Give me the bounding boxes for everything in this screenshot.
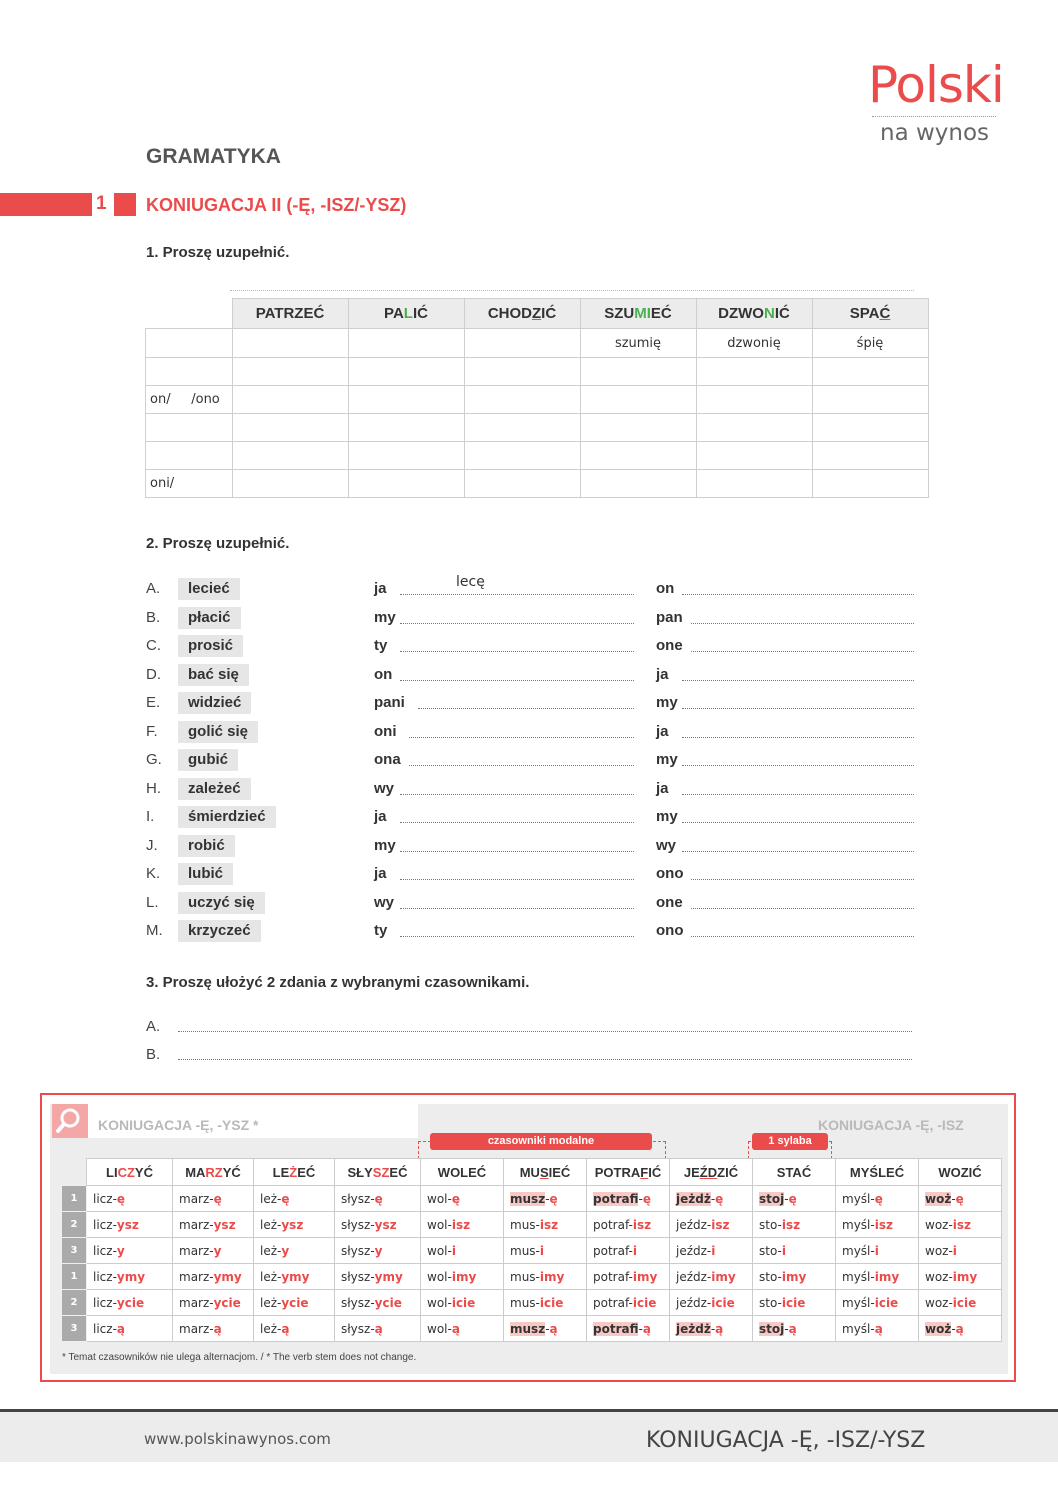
exercise-row <box>146 778 926 800</box>
row-letter: B. <box>146 609 161 626</box>
answer-cell[interactable]: śpię <box>812 329 928 358</box>
answer-line-1[interactable] <box>400 680 634 681</box>
answer-cell[interactable] <box>580 386 696 414</box>
answer-cell[interactable] <box>348 386 464 414</box>
pronoun-1: ty <box>374 922 388 939</box>
pronoun-2: ono <box>656 865 684 882</box>
verb-chip: bać się <box>178 664 249 686</box>
grammar-heading-left: KONIUGACJA -Ę, -YSZ * <box>98 1117 259 1133</box>
answer-cell[interactable] <box>232 414 348 442</box>
section-bar-block <box>114 193 136 216</box>
answer-cell[interactable] <box>696 442 812 470</box>
verb-chip: golić się <box>178 721 258 743</box>
col-header: DZWONIĆ <box>696 299 812 329</box>
exercise-row <box>146 806 926 828</box>
logo-subtitle: na wynos <box>880 120 990 146</box>
row-letter: F. <box>146 723 158 740</box>
col-header: SZUMIEĆ <box>580 299 696 329</box>
verb-header: POTRAFIĆ <box>587 1159 670 1186</box>
verb-header: WOZIĆ <box>919 1159 1002 1186</box>
answer-cell[interactable] <box>464 329 580 358</box>
verb-chip: prosić <box>178 635 243 657</box>
answer-line-1[interactable] <box>418 708 634 709</box>
row-letter: C. <box>146 637 161 654</box>
answer-cell[interactable] <box>696 470 812 498</box>
row-label <box>146 329 233 358</box>
pronoun-1: on <box>374 666 393 683</box>
answer-line-1[interactable] <box>400 851 634 852</box>
answer-cell[interactable] <box>464 442 580 470</box>
handwritten-answer[interactable]: lecę <box>456 574 485 590</box>
pronoun-2: one <box>656 637 683 654</box>
verb-chip: zależeć <box>178 778 251 800</box>
answer-cell[interactable] <box>812 442 928 470</box>
answer-line-2[interactable] <box>682 822 914 823</box>
pronoun-1: wy <box>374 780 395 797</box>
col-header: CHODZIĆ <box>464 299 580 329</box>
row-letter: M. <box>146 922 163 939</box>
row-label <box>146 442 233 470</box>
verb-header: LICZYĆ <box>87 1159 173 1186</box>
exercise-row <box>146 863 926 885</box>
row-letter: L. <box>146 894 159 911</box>
row-letter: J. <box>146 837 158 854</box>
answer-cell[interactable] <box>812 386 928 414</box>
answer-cell[interactable] <box>464 386 580 414</box>
pronoun-1: oni <box>374 723 397 740</box>
pronoun-1: ja <box>374 808 387 825</box>
answer-line-2[interactable] <box>682 737 914 738</box>
exercise-row <box>146 721 926 743</box>
verb-chip: krzyczeć <box>178 920 261 942</box>
pronoun-2: ono <box>656 922 684 939</box>
verb-chip: płacić <box>178 607 241 629</box>
answer-cell[interactable] <box>464 358 580 386</box>
answer-cell[interactable] <box>696 386 812 414</box>
exercise1-title: 1. Proszę uzupełnić. <box>146 244 290 261</box>
answer-cell[interactable] <box>348 414 464 442</box>
grammar-table: LICZYĆ MARZYĆ LEŻEĆ SŁYSZEĆ WOLEĆ MUSIEĆ POTRAFIĆ JEŹDZIĆ STAĆ MYŚLEĆ WOZIĆ 1 licz-ę marz-ę leż-ę słysz-ę wol-ę musz-ę potrafi-ę jeżdż-ę stoj-ę myśl-ę woż-ę 2 licz-ysz marz-ysz leż-ysz słysz-ysz wol-isz mus-isz potraf-isz jeźdz-isz sto-isz myśl-isz woz-isz 3 licz-y marz-y leż-y słysz-y wol-i mus-i potraf-i jeźdz-i sto-i myśl-i woz-i 1 licz-ymy marz-ymy leż-ymy słysz-ymy wol-imy mus-imy potraf-imy jeźdz-imy sto-imy myśl-imy woz-imy 2 licz-ycie marz-ycie leż-ycie słysz-ycie wol-icie mus-icie potraf-icie jeźdz-icie sto-icie myśl-icie woz-icie 3 licz-ą marz-ą leż-ą słysz-ą wol-ą musz-ą potrafi-ą jeżdż-ą stoj-ą myśl-ą woż-ą <box>61 1158 1002 1342</box>
answer-cell[interactable] <box>696 414 812 442</box>
answer-cell[interactable] <box>232 386 348 414</box>
pronoun-2: one <box>656 894 683 911</box>
answer-line-1[interactable] <box>400 908 634 909</box>
col-header: PALIĆ <box>348 299 464 329</box>
answer-cell[interactable] <box>232 442 348 470</box>
row-label: oni/ <box>146 470 233 498</box>
verb-chip: lecieć <box>178 578 240 600</box>
sentence-line[interactable] <box>178 1059 912 1060</box>
answer-line-2[interactable] <box>691 651 914 652</box>
verb-header: MYŚLEĆ <box>836 1159 919 1186</box>
logo-divider <box>872 116 996 117</box>
table-top-dotline <box>230 290 914 291</box>
answer-cell[interactable] <box>812 358 928 386</box>
answer-cell[interactable]: dzwonię <box>696 329 812 358</box>
pronoun-2: ja <box>656 666 669 683</box>
pronoun-1: ona <box>374 751 401 768</box>
answer-line-1[interactable] <box>400 794 634 795</box>
section-title: KONIUGACJA II (-Ę, -ISZ/-YSZ) <box>146 195 407 215</box>
verb-chip: uczyć się <box>178 892 265 914</box>
magnifier-icon <box>52 1104 88 1138</box>
exercise3-title: 3. Proszę ułożyć 2 zdania z wybranymi czasownikami. <box>146 974 530 991</box>
section-bar <box>0 193 92 216</box>
exercise-row <box>146 664 926 686</box>
verb-chip: robić <box>178 835 235 857</box>
answer-line-1[interactable] <box>400 594 634 595</box>
verb-header: STAĆ <box>753 1159 836 1186</box>
answer-cell[interactable] <box>580 470 696 498</box>
pronoun-1: ja <box>374 580 387 597</box>
exercise-row <box>146 607 926 629</box>
answer-line-1[interactable] <box>409 737 634 738</box>
exercise-row <box>146 578 926 600</box>
row-letter: A. <box>146 580 161 597</box>
pronoun-1: my <box>374 837 396 854</box>
answer-line-1[interactable] <box>400 822 634 823</box>
grammar-heading-right: KONIUGACJA -Ę, -ISZ <box>818 1117 964 1133</box>
answer-cell[interactable] <box>348 470 464 498</box>
sentence-line[interactable] <box>178 1031 912 1032</box>
pronoun-2: my <box>656 751 678 768</box>
answer-line-1[interactable] <box>400 936 634 937</box>
pronoun-2: ja <box>656 723 669 740</box>
answer-cell[interactable] <box>348 329 464 358</box>
answer-cell[interactable] <box>580 358 696 386</box>
footer-url[interactable]: www.polskinawynos.com <box>144 1430 331 1448</box>
answer-line-2[interactable] <box>682 851 914 852</box>
answer-line-2[interactable] <box>682 765 914 766</box>
pronoun-2: pan <box>656 609 683 626</box>
col-header: PATRZEĆ <box>232 299 348 329</box>
row-letter: G. <box>146 751 162 768</box>
section-number: 1 <box>96 193 107 214</box>
conjugation-table <box>145 298 929 498</box>
pronoun-1: ja <box>374 865 387 882</box>
verb-chip: widzieć <box>178 692 251 714</box>
pronoun-2: my <box>656 808 678 825</box>
pronoun-1: ty <box>374 637 388 654</box>
answer-cell[interactable] <box>348 358 464 386</box>
row-letter: H. <box>146 780 161 797</box>
exercise-row <box>146 635 926 657</box>
row-letter: I. <box>146 808 155 825</box>
page-title: GRAMATYKA <box>146 145 281 168</box>
row-letter: K. <box>146 865 161 882</box>
sentence-letter: B. <box>146 1046 161 1063</box>
row-label: on/ /ono <box>146 386 233 414</box>
verb-header: SŁYSZEĆ <box>335 1159 421 1186</box>
answer-cell[interactable]: szumię <box>580 329 696 358</box>
pronoun-2: on <box>656 580 675 597</box>
modal-verbs-badge: czasowniki modalne <box>430 1133 652 1150</box>
verb-header: MUSIEĆ <box>504 1159 587 1186</box>
answer-line-2[interactable] <box>691 908 914 909</box>
answer-cell[interactable] <box>580 442 696 470</box>
verb-header: MARZYĆ <box>173 1159 254 1186</box>
exercise-row <box>146 920 926 942</box>
pronoun-1: pani <box>374 694 405 711</box>
pronoun-2: wy <box>656 837 677 854</box>
answer-cell[interactable] <box>812 470 928 498</box>
answer-cell[interactable] <box>580 414 696 442</box>
exercise-row <box>146 835 926 857</box>
pronoun-2: my <box>656 694 678 711</box>
one-syllable-badge: 1 sylaba <box>752 1133 828 1150</box>
exercise-row <box>146 692 926 714</box>
answer-line-1[interactable] <box>400 623 634 624</box>
answer-line-1[interactable] <box>409 765 634 766</box>
exercise2-title: 2. Proszę uzupełnić. <box>146 535 290 552</box>
answer-cell[interactable] <box>696 358 812 386</box>
footer-title: KONIUGACJA -Ę, -ISZ/-YSZ <box>646 1428 926 1453</box>
answer-line-1[interactable] <box>400 879 634 880</box>
col-header: SPAĆ <box>812 299 928 329</box>
row-label <box>146 358 233 386</box>
answer-cell[interactable] <box>464 414 580 442</box>
answer-line-2[interactable] <box>682 794 914 795</box>
grammar-note: * Temat czasowników nie ulega alternacjom. / * The verb stem does not change. <box>62 1352 417 1363</box>
pronoun-1: my <box>374 609 396 626</box>
verb-header: JEŹDZIĆ <box>670 1159 753 1186</box>
answer-line-2[interactable] <box>691 936 914 937</box>
answer-cell[interactable] <box>232 329 348 358</box>
answer-line-2[interactable] <box>682 594 914 595</box>
answer-line-2[interactable] <box>682 708 914 709</box>
logo-polski: Polski <box>868 56 1004 114</box>
row-letter: E. <box>146 694 161 711</box>
pronoun-1: wy <box>374 894 395 911</box>
sentence-letter: A. <box>146 1018 161 1035</box>
answer-cell[interactable] <box>232 358 348 386</box>
row-label <box>146 414 233 442</box>
exercise-row <box>146 892 926 914</box>
answer-cell[interactable] <box>348 442 464 470</box>
row-letter: D. <box>146 666 161 683</box>
answer-cell[interactable] <box>464 470 580 498</box>
verb-chip: śmierdzieć <box>178 806 276 828</box>
exercise-row <box>146 749 926 771</box>
verb-chip: gubić <box>178 749 238 771</box>
verb-header: WOLEĆ <box>421 1159 504 1186</box>
answer-line-1[interactable] <box>400 651 634 652</box>
answer-line-2[interactable] <box>691 623 914 624</box>
pronoun-2: ja <box>656 780 669 797</box>
answer-cell[interactable] <box>232 470 348 498</box>
verb-chip: lubić <box>178 863 233 885</box>
answer-cell[interactable] <box>812 414 928 442</box>
answer-line-2[interactable] <box>691 879 914 880</box>
answer-line-2[interactable] <box>682 680 914 681</box>
verb-header: LEŻEĆ <box>254 1159 335 1186</box>
